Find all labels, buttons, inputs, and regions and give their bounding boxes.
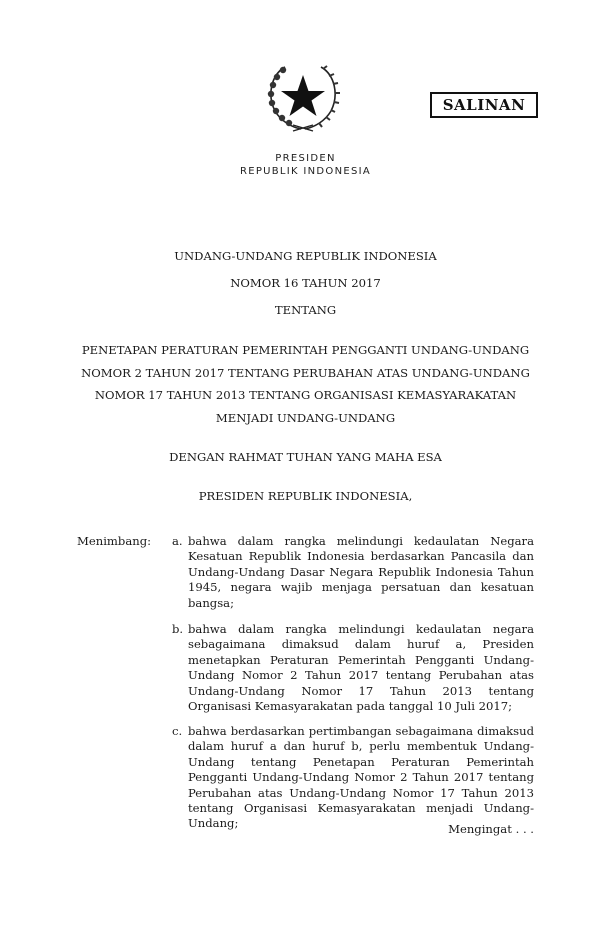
title-line: NOMOR 17 TAHUN 2013 TENTANG ORGANISASI KEMASYARAKATAN <box>94 388 517 402</box>
title-line: PENETAPAN PERATURAN PEMERINTAH PENGGANTI UNDANG-UNDANG <box>81 343 530 357</box>
document-title <box>0 339 611 429</box>
document-number: NOMOR 16 TAHUN 2017 <box>230 276 381 290</box>
consideration-item-c <box>172 724 534 832</box>
item-letter: a. <box>172 534 183 548</box>
item-text: bahwa dalam rangka melindungi kedaulatan Negara Kesatuan Republik Indonesia berdasarkan Pancasila dan Undang-Undang Dasar Negara Republik Indonesia Tahun 1945, negara wajib menjaga persatuan dan kesatuan bangsa; <box>188 534 534 610</box>
title-line: NOMOR 2 TAHUN 2017 TENTANG PERUBAHAN ATAS UNDANG-UNDANG <box>81 365 530 380</box>
document-about: TENTANG <box>274 303 337 317</box>
consideration-item-b <box>172 622 534 714</box>
item-letter: c. <box>172 724 183 738</box>
continuation-catchword: Mengingat . . . <box>448 822 534 836</box>
title-line: MENJADI UNDANG-UNDANG <box>215 410 396 425</box>
item-letter: b. <box>172 622 184 636</box>
issuer: PRESIDEN REPUBLIK INDONESIA, <box>198 489 413 503</box>
invocation: DENGAN RAHMAT TUHAN YANG MAHA ESA <box>169 450 442 464</box>
office-title-line1: PRESIDEN <box>275 153 336 164</box>
document-type: UNDANG-UNDANG REPUBLIK INDONESIA <box>174 249 437 263</box>
menimbang-label: Menimbang: <box>77 534 152 548</box>
item-text: bahwa berdasarkan pertimbangan sebagaimana dimaksud dalam huruf a dan huruf b, perlu membentuk Undang-Undang tentang Penetapan Peraturan Pemerintah Pengganti Undang-Undang Nomor 2 Tahun 2017 tentang Perubahan atas Undang-Undang Nomor 17 Tahun 2013 tentang Organisasi Kemasyarakatan menjadi Undang-Undang; <box>188 724 534 831</box>
office-title-line2: REPUBLIK INDONESIA <box>239 166 372 177</box>
salinan-label: SALINAN <box>442 96 526 114</box>
salinan-stamp <box>430 92 538 118</box>
consideration-item-a <box>172 534 534 611</box>
garuda-emblem-icon <box>253 57 353 137</box>
item-text: bahwa dalam rangka melindungi kedaulatan negara sebagaimana dimaksud dalam huruf a, Presiden menetapkan Peraturan Pemerintah Pengganti Undang-Undang Nomor 2 Tahun 2017 tentang Perubahan atas Undang-Undang Nomor 17 Tahun 2013 tentang Organisasi Kemasyarakatan pada tanggal 10 Juli 2017; <box>188 622 534 714</box>
